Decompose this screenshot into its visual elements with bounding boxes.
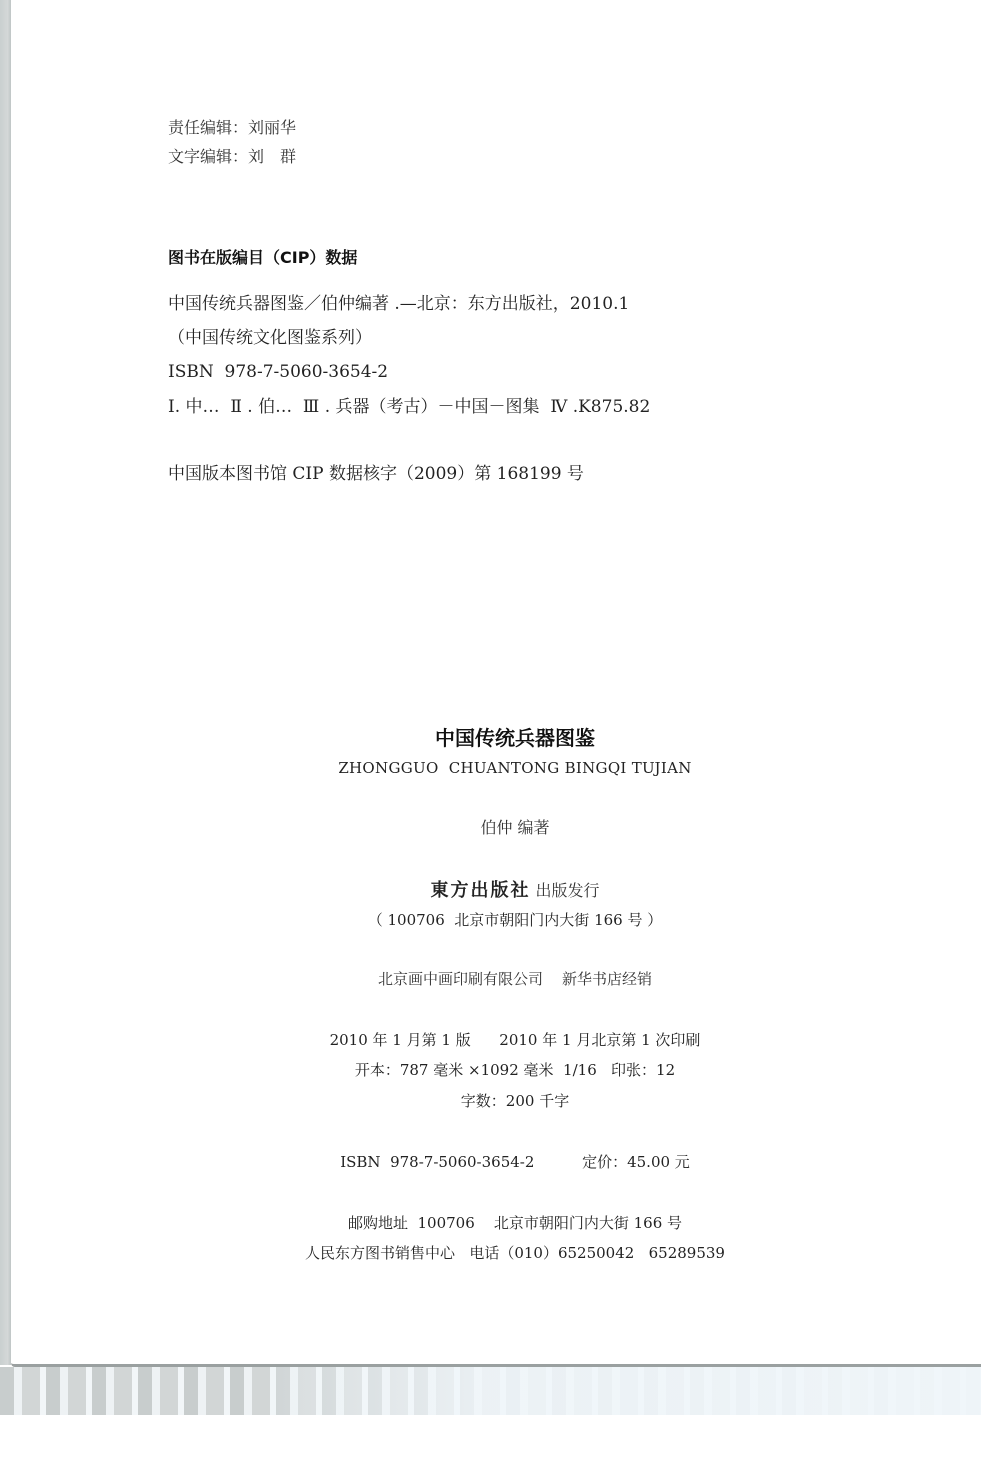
book-title-pinyin: ZHONGGUO CHUANTONG BINGQI TUJIAN <box>338 759 692 777</box>
book-title: 中国传统兵器图鉴 <box>435 726 595 750</box>
publisher-logo: 東方出版社 <box>430 880 531 901</box>
mail-order-address: 邮购地址 100706 北京市朝阳门内大街 166 号 <box>347 1214 683 1232</box>
sales-center: 人民东方图书销售中心 电话（010）65250042 65289539 <box>305 1244 725 1262</box>
edition-info: 2010 年 1 月第 1 版 2010 年 1 月北京第 1 次印刷 <box>329 1031 701 1049</box>
text-editor: 文字编辑：刘 群 <box>168 147 297 166</box>
printer-distributor: 北京画中画印刷有限公司 新华书店经销 <box>377 970 653 988</box>
cip-record-number: 中国版本图书馆 CIP 数据核字（2009）第 168199 号 <box>168 464 584 484</box>
cip-isbn: ISBN 978-7-5060-3654-2 <box>168 362 389 382</box>
responsible-editor: 责任编辑：刘丽华 <box>168 118 297 137</box>
publisher-role: 出版发行 <box>530 881 600 900</box>
cip-classification: Ⅰ. 中… Ⅱ . 伯… Ⅲ . 兵器（考古）－中国－图集 Ⅳ .K875.82 <box>168 397 651 417</box>
author: 伯仲 编著 <box>480 818 550 837</box>
word-count: 字数：200 千字 <box>460 1092 570 1110</box>
format-info: 开本：787 毫米 ×1092 毫米 1/16 印张：12 <box>354 1061 676 1079</box>
scan-bottom-strip <box>0 1367 981 1415</box>
cip-line-1: 中国传统兵器图鉴／伯仲编著 .—北京：东方出版社，2010.1 <box>168 294 630 314</box>
cip-heading: 图书在版编目（CIP）数据 <box>168 248 358 267</box>
isbn-price: ISBN 978-7-5060-3654-2 定价：45.00 元 <box>340 1153 690 1171</box>
cip-series: （中国传统文化图鉴系列） <box>168 328 372 348</box>
publisher-line <box>0 880 981 902</box>
publisher-address: （ 100706 北京市朝阳门内大街 166 号 ） <box>367 911 663 929</box>
